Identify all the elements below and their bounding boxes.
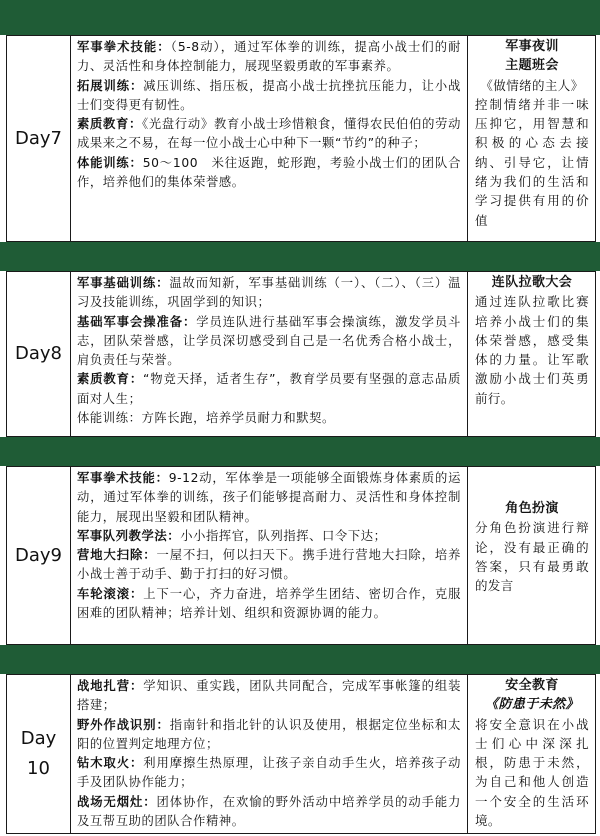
divider-band xyxy=(0,242,600,271)
activity-item: 野外作战识别：指南针和指北针的认识及使用，根据定位坐标和太阳的位置判定地理方位； xyxy=(77,717,462,751)
evening-theme: 《做情绪的主人》 xyxy=(480,77,584,93)
activity-item: 拓展训练：减压训练、指压板，提高小战士抗挫抗压能力，让小战士们变得更有韧性。 xyxy=(77,78,461,112)
evening-title: 连队拉歌大会 xyxy=(491,275,573,290)
day-label: Day7 xyxy=(7,36,71,241)
activity-item: 军事基础训练：温故而知新，军事基础训练（一）、（二）、（三）温习及技能训练，巩固学到的知识； xyxy=(77,276,461,310)
day-label: Day9 xyxy=(7,467,71,644)
evening-text: 分角色扮演进行辩论，没有最正确的答案，只有最勇敢的发言 xyxy=(475,520,589,594)
day-row-7 xyxy=(6,35,596,242)
activity-item: 战场无烟灶：团体协作，在欢愉的野外活动中培养学员的动手能力及互帮互助的团队合作精神。 xyxy=(77,794,461,829)
activities-cell xyxy=(71,272,468,436)
evening-subtitle: 《防患于未然》 xyxy=(485,697,579,713)
evening-text: 控制情绪并非一味压抑它，用智慧和积极的心态去接纳、引导它，让情绪为我们的生活和学习提供有用的价值 xyxy=(475,96,589,228)
activity-item: 体能训练：方阵长跑，培养学员耐力和默契。 xyxy=(77,411,335,426)
evening-cell xyxy=(468,36,595,241)
day-row-8 xyxy=(6,271,596,437)
activity-item: 营地大扫除：一屋不扫，何以扫天下。携手进行营地大扫除，培养小战士善于动手、勤于打扫的好习惯。 xyxy=(77,548,461,582)
evening-subtitle: 主题班会 xyxy=(505,58,559,74)
evening-cell xyxy=(468,467,595,644)
day-label: Day 10 xyxy=(7,675,71,833)
activity-item: 车轮滚滚：上下一心，齐力奋进，培养学生团结、密切合作，克服困难的团队精神；培养计划、组织和资源协调的能力。 xyxy=(77,586,461,621)
day-row-9 xyxy=(6,466,596,645)
day-row-10 xyxy=(6,674,596,834)
evening-text: 将安全意识在小战士们心中深深扎根，防患于未然，为自己和他人创造一个安全的生活环境。 xyxy=(475,716,589,829)
activity-item: 军事队列教学法：小小指挥官，队列指挥、口令下达； xyxy=(77,528,387,543)
evening-cell xyxy=(468,675,595,833)
header-band xyxy=(0,0,600,35)
activities-cell xyxy=(71,467,468,644)
divider-band xyxy=(0,437,600,466)
activity-item: 钻木取火：利用摩擦生热原理，让孩子亲自动手生火，培养孩子动手及团队协作能力； xyxy=(77,756,461,790)
evening-text: 通过连队拉歌比赛培养小战士们的集体荣誉感，感受集体的力量。让军歌激励小战士们英勇前行。 xyxy=(475,294,589,406)
activities-cell xyxy=(71,36,468,241)
activity-item: 素质教育：《光盘行动》教育小战士珍惜粮食，懂得农民伯伯的劳动成果来之不易，在每一位小战士心中种下一颗“节约”的种子； xyxy=(77,117,461,151)
activity-item: 军事拳术技能：（5-8动），通过军体拳的训练，提高小战士们的耐力、灵活性和身体控制能力，展现坚毅勇敢的军事素养。 xyxy=(77,40,462,74)
activity-item: 战地扎营：学知识、重实践，团队共同配合，完成军事帐篷的组装搭建； xyxy=(77,679,461,713)
day-label: Day8 xyxy=(7,272,71,436)
activity-item: 基础军事会操准备：学员连队进行基础军事会操演练，激发学员斗志，团队荣誉感，让学员深切感受到自己是一名优秀合格小战士，肩负责任与荣誉。 xyxy=(77,314,461,368)
activities-cell xyxy=(71,675,468,833)
evening-cell xyxy=(468,272,595,436)
activity-item: 素质教育：“物竞天择，适者生存”，教育学员要有坚强的意志品质面对人生； xyxy=(77,372,461,406)
divider-band xyxy=(0,645,600,674)
evening-title: 安全教育 xyxy=(505,678,559,693)
evening-title: 角色扮演 xyxy=(505,501,559,516)
activity-item: 体能训练：50～100 米往返跑，蛇形跑，考验小战士们的团队合作，培养他们的集体荣誉感。 xyxy=(77,155,461,190)
activity-item: 军事拳术技能：9-12动，军体拳是一项能够全面锻炼身体素质的运动，通过军体拳的训练，孩子们能够提高耐力、灵活性和身体控制能力，展现出坚毅和团队精神。 xyxy=(77,471,462,524)
evening-title: 军事夜训 xyxy=(505,39,559,54)
